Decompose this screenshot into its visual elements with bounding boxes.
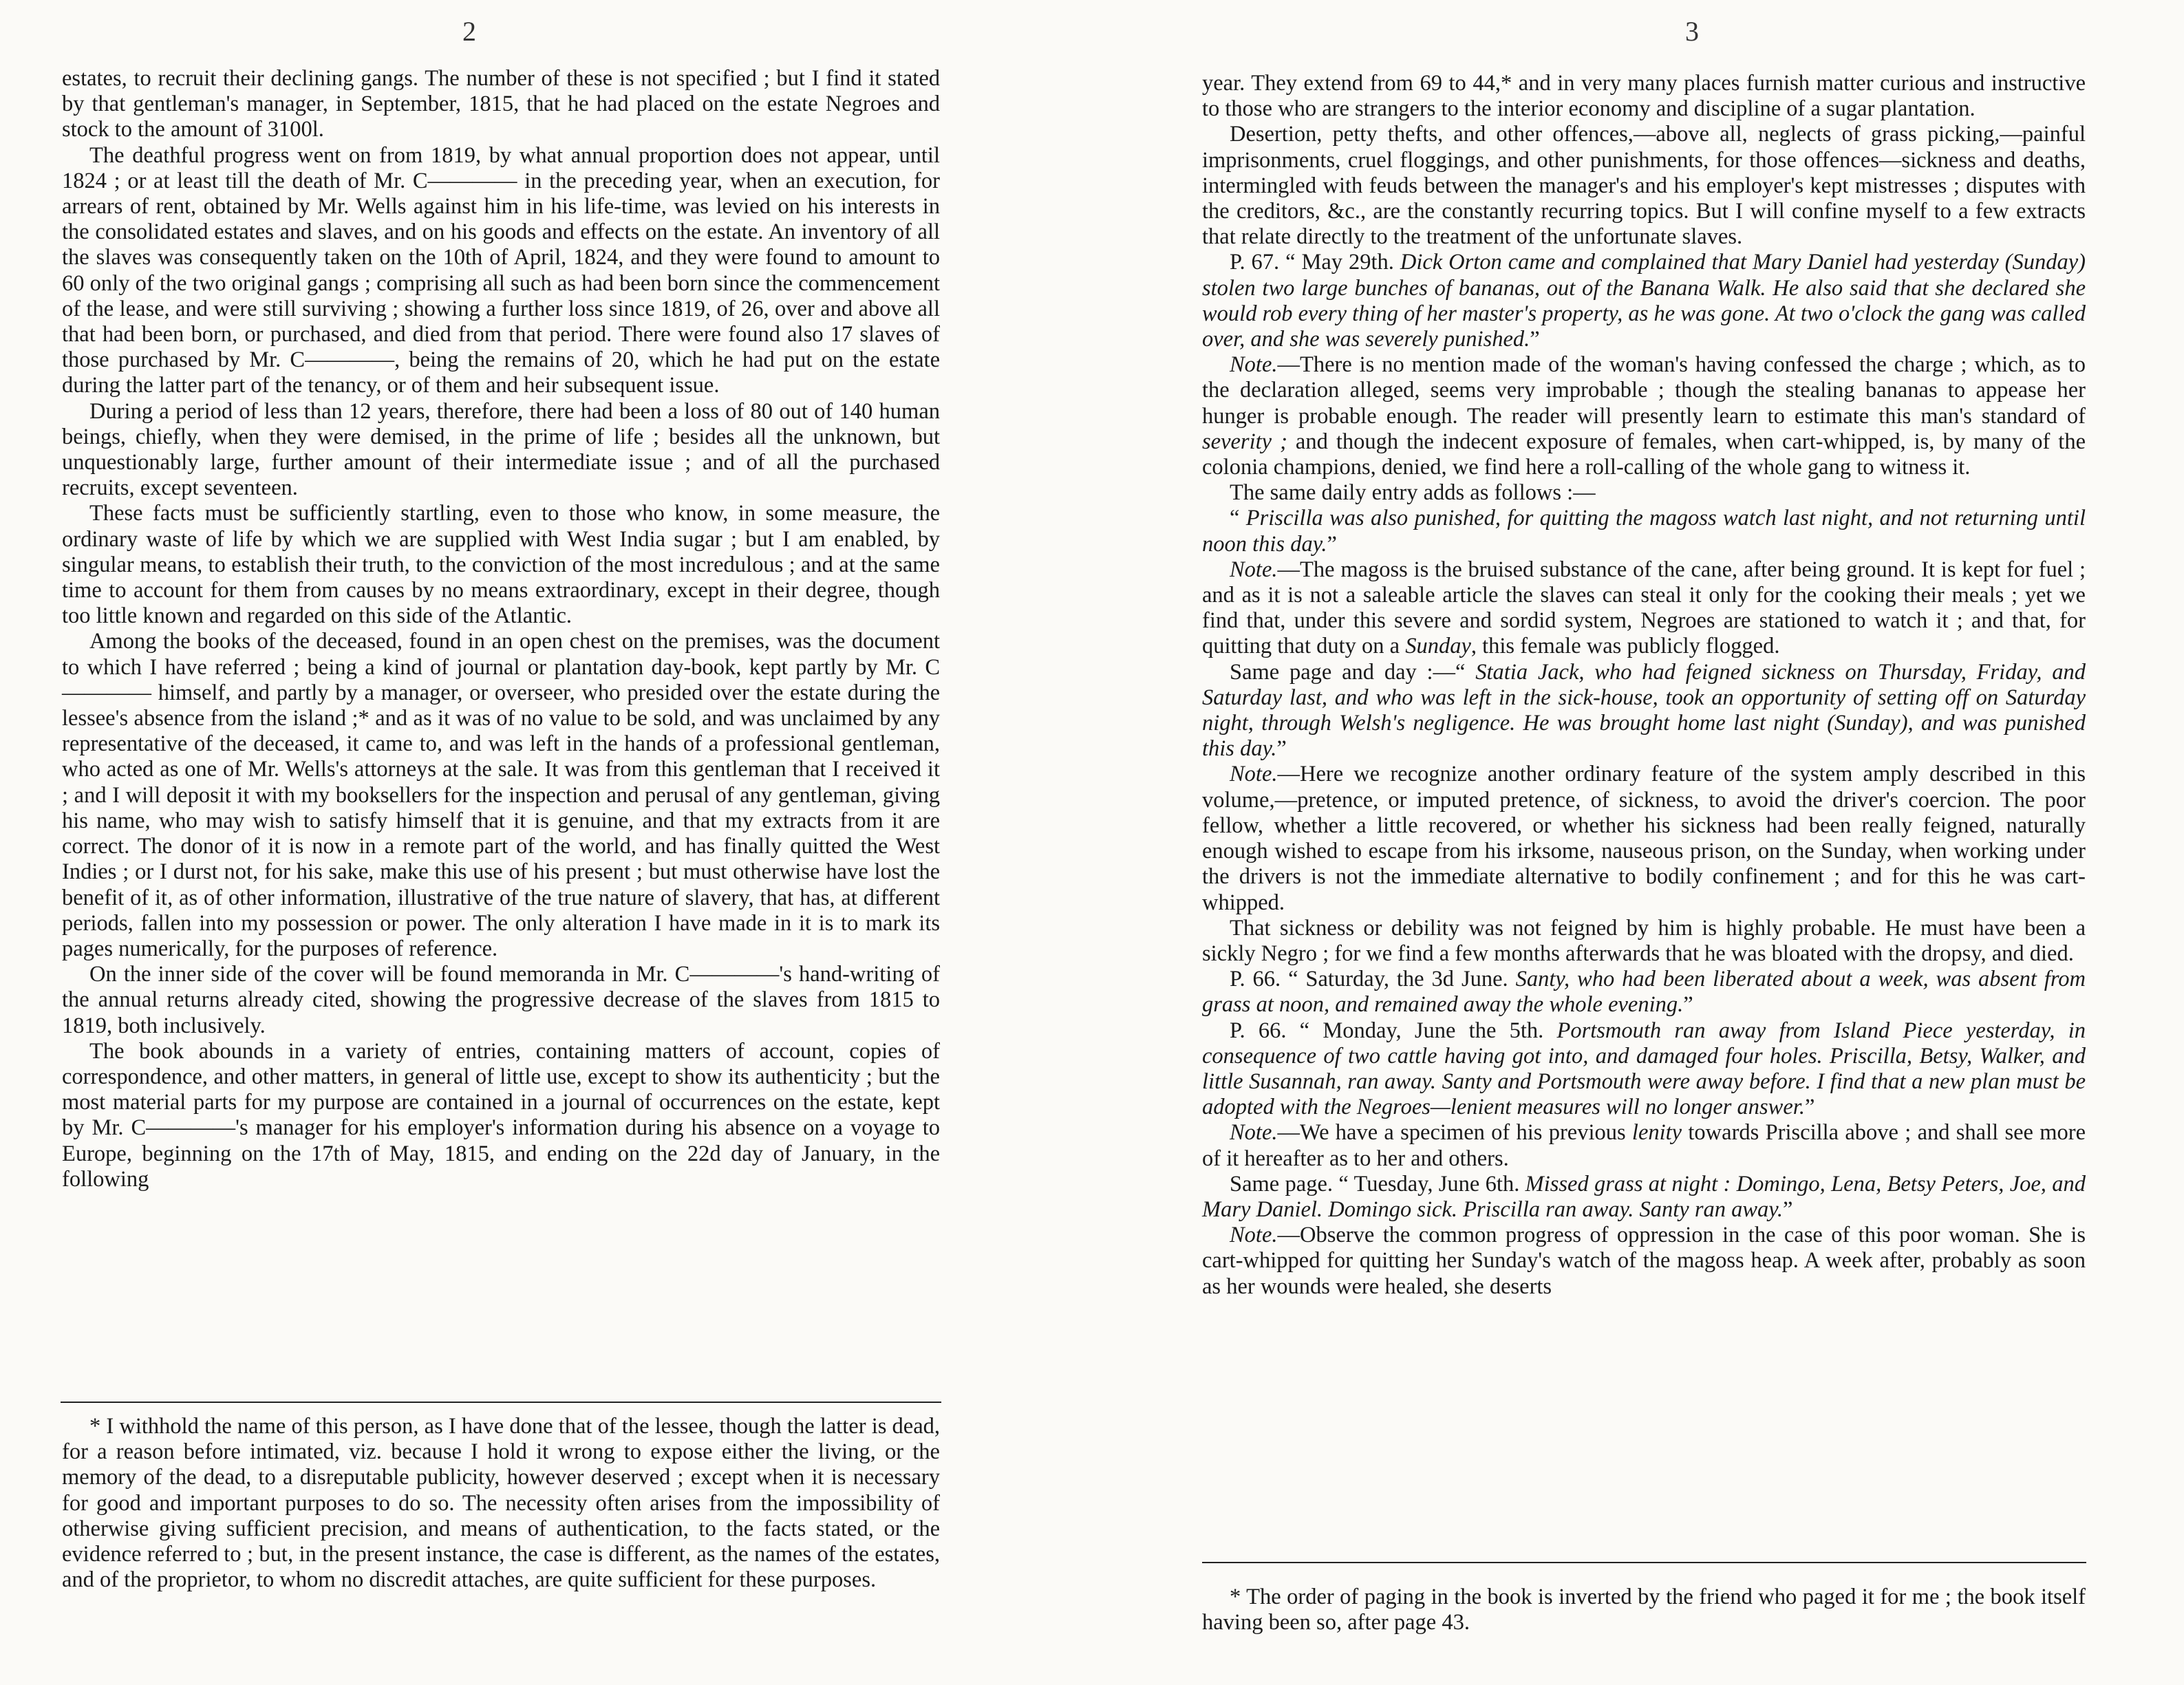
paragraph: That sickness or debility was not feigned by him is highly probable. He must have been a sickly Negro ; for we find a few months afterwards that he was bloated with the dropsy, and died. xyxy=(1202,915,2086,966)
paragraph: year. They extend from 69 to 44,* and in very many places furnish matter curious and instructive to those who are strangers to the interior economy and discipline of a sugar plantation. xyxy=(1202,71,2086,122)
journal-entry: Same page and day :—“ Statia Jack, who had feigned sickness on Thursday, Friday, and Saturday last, and who was left in the sick-house, took an opportunity of setting off on Saturday night, through Welsh's negligence. He was brought home last night (Sunday), and was punished this day.” xyxy=(1202,659,2086,762)
paragraph: These facts must be sufficiently startling, even to those who know, in some measure, the ordinary waste of life by which we are supplied with West India sugar ; but I am enabled, by singular means, to establish their truth, to the conviction of the most incredulous ; and at the same time to account for them from causes by no means extraordinary, except in their degree, though too little known and regarded on this side of the Atlantic. xyxy=(62,501,940,629)
paragraph: The same daily entry adds as follows :— xyxy=(1230,480,1596,506)
paragraph: During a period of less than 12 years, therefore, there had been a loss of 80 out of 140 human beings, chiefly, when they were demised, in the prime of life ; besides all the unknown, but unquestionably large, further amount of their intermediate issue ; and of all the purchased recruits, except seventeen. xyxy=(62,398,940,501)
paragraph: Desertion, petty thefts, and other offences,—above all, neglects of grass picking,—painful imprisonments, cruel floggings, and other punishments, for those offences—sickness and deaths, intermingled with feuds between the manager's and his employer's kept mistresses ; disputes with the creditors, &c., are the constantly recurring topics. But I will confine myself to a few extracts that relate directly to the treatment of the unfortunate slaves. xyxy=(1202,122,2086,250)
paragraph: On the inner side of the cover will be found memoranda in Mr. C————'s hand-writing of the annual returns already cited, showing the progressive decrease of the slaves from 1815 to 1819, both inclusively. xyxy=(62,962,940,1038)
note-label: Note. xyxy=(1230,557,1278,582)
note-label: Note. xyxy=(1230,1120,1278,1146)
paragraph: estates, to recruit their declining gangs. The number of these is not specified ; but I find it stated by that gentleman's manager, in September, 1815, that he had placed on the estate Negroes and stock to the amount of 3100l. xyxy=(62,66,940,142)
footnote-divider xyxy=(61,1402,941,1403)
paragraph: The book abounds in a variety of entries, containing matters of account, copies of correspondence, and other matters, in general of little use, except to show its authenticity ; but the most material parts for my purpose are contained in a journal of occurrences on the estate, kept by Mr. C————'s manager for his employer's information during his absence on a voyage to Europe, beginning on the 17th of May, 1815, and ending on the 22d day of January, in the following xyxy=(62,1038,940,1192)
page-number: 2 xyxy=(462,16,476,47)
note-paragraph: Note.—Observe the common progress of oppression in the case of this poor woman. She is cart-whipped for quitting her Sunday's watch of the magoss heap. A week after, probably as soon as her wounds were healed, she deserts xyxy=(1202,1223,2086,1299)
footnote xyxy=(62,1414,940,1593)
journal-entry: Same page. “ Tuesday, June 6th. Missed grass at night : Domingo, Lena, Betsy Peters, Joe, and Mary Daniel. Domingo sick. Priscilla ran away. Santy ran away.” xyxy=(1202,1171,2086,1222)
paragraph: The deathful progress went on from 1819, by what annual proportion does not appear, until 1824 ; or at least till the death of Mr. C———— in the preceding year, when an execution, for arrears of rent, obtained by Mr. Wells against him in his life-time, was levied on his interests in the consolidated estates and slaves, and on his goods and effects on the estate. An inventory of all the slaves was consequently taken on the 10th of April, 1824, and they were found to amount to 60 only of the two original gangs ; comprising all such as had been born since the commencement of the lease, and were still surviving ; showing a further loss since 1819, of 26, over and above all that had been born, or purchased, and died from that period. There were found also 17 slaves of those purchased by Mr. C————, being the remains of 20, which he had put on the estate during the latter part of the tenancy, or of them and heir subsequent issue. xyxy=(62,142,940,398)
note-label: Note. xyxy=(1230,352,1278,378)
note-paragraph: Note.—We have a specimen of his previous lenity towards Priscilla above ; and shall see more of it hereafter as to her and others. xyxy=(1202,1120,2086,1171)
note-label: Note. xyxy=(1230,762,1278,787)
journal-entry: P. 67. “ May 29th. Dick Orton came and complained that Mary Daniel had yesterday (Sunday) stolen two large bunches of bananas, out of the Banana Walk. He also said that she declared she would rob every thing of her master's property, as he was gone. At two o'clock the gang was called over, and she was severely punished.” xyxy=(1202,250,2086,352)
page-number: 3 xyxy=(1685,16,1699,47)
journal-entry: “ Priscilla was also punished, for quitting the magoss watch last night, and not returning until noon this day.” xyxy=(1202,506,2086,557)
note-paragraph: Note.—The magoss is the bruised substance of the cane, after being ground. It is kept for fuel ; and as it is not a saleable article the slaves can steal it only for the cooking their meals ; yet we find that, under this severe and sordid system, Negroes are stationed to watch it ; and that, for quitting that duty on a Sunday, this female was publicly flogged. xyxy=(1202,557,2086,659)
footnote xyxy=(1202,1585,2086,1635)
paragraph: Among the books of the deceased, found in an open chest on the premises, was the document to which I have referred ; being a kind of journal or plantation day-book, kept partly by Mr. C———— himself, and partly by a manager, or overseer, who presided over the estate during the lessee's absence from the island ;* and as it was of no value to be sold, and was unclaimed by any representative of the deceased, it came to, and was left in the hands of a professional gentleman, who acted as one of Mr. Wells's attorneys at the sale. It was from this gentleman that I received it ; and I will deposit it with my booksellers for the inspection and perusal of any gentleman, giving his name, who may wish to satisfy himself that it is genuine, and that my extracts from it are correct. The donor of it is now in a remote part of the world, and has finally quitted the West Indies ; or I durst not, for his sake, make this use of his present ; but must otherwise have lost the benefit of it, as of other information, illustrative of the true nature of slavery, that has, at different periods, fallen into my possession or power. The only alteration I have made in it is to mark its pages numerically, for the purposes of reference. xyxy=(62,629,940,961)
note-paragraph: Note.—There is no mention made of the woman's having confessed the charge ; which, as to the declaration alleged, seems very improbable ; though the stealing bananas to appease her hunger is probable enough. The reader will presently learn to estimate this man's standard of severity ; and though the indecent exposure of females, when cart-whipped, is, by many of the colonia champions, denied, we find here a roll-calling of the whole gang to witness it. xyxy=(1202,352,2086,480)
right-page xyxy=(1092,0,2184,1685)
note-paragraph: Note.—Here we recognize another ordinary feature of the system amply described in this volume,—pretence, or imputed pretence, of sickness, to avoid the driver's coercion. The poor fellow, whether a little recovered, or whether his sickness had been really feigned, naturally enough wished to escape from his irksome, nauseous prison, on the Sunday, when working under the drivers is not the immediate alternative to bodily confinement ; and for this he was cart-whipped. xyxy=(1202,762,2086,915)
journal-entry: P. 66. “ Monday, June the 5th. Portsmouth ran away from Island Piece yesterday, in consequence of two cattle having got into, and damaged four holes. Priscilla, Betsy, Walker, and little Susannah, ran away. Santy and Portsmouth were away before. I find that a new plan must be adopted with the Negroes—lenient measures will no longer answer.” xyxy=(1202,1018,2086,1120)
body-text xyxy=(62,66,940,1192)
footnote-divider xyxy=(1202,1562,2086,1563)
journal-entry: P. 66. “ Saturday, the 3d June. Santy, who had been liberated about a week, was absent from grass at noon, and remained away the whole evening.” xyxy=(1202,967,2086,1018)
footnote-text: * The order of paging in the book is inverted by the friend who paged it for me ; the book itself having been so, after page 43. xyxy=(1202,1585,2086,1635)
footnote-text: * I withhold the name of this person, as I have done that of the lessee, though the latter is dead, for a reason before intimated, viz. because I hold it wrong to expose either the living, or the memory of the dead, to a disreputable publicity, however deserved ; except when it is necessary for good and important purposes to do so. The necessity often arises from the impossibility of otherwise giving sufficient precision, and means of authentication, to the facts stated, or the evidence referred to ; but, in the present instance, the case is different, as the names of the estates, and of the proprietor, to whom no discredit attaches, are quite sufficient for these purposes. xyxy=(62,1414,940,1593)
body-text xyxy=(1202,71,2086,1300)
note-label: Note. xyxy=(1230,1223,1278,1248)
